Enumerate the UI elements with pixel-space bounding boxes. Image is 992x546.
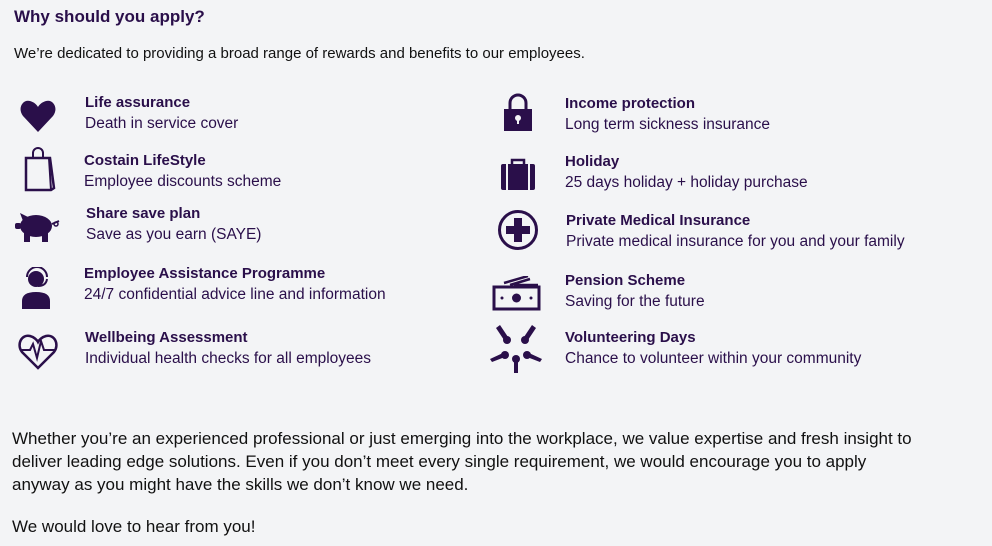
- encouragement-paragraph: Whether you’re an experienced professional or just emerging into the workplace, we value expertise and fresh insight to deliver leading edge solutions. Even if you don’t meet every single requirement, we would encourage you to apply anyway as you might have the skills we don’t know we need.: [12, 429, 912, 494]
- closing-text: We would love to hear from you!: [12, 517, 256, 536]
- benefit-subtitle: Employee discounts scheme: [84, 173, 282, 190]
- benefit-holiday: [496, 153, 956, 197]
- benefit-subtitle: Individual health checks for all employees: [85, 350, 372, 367]
- benefit-title: Holiday: [565, 153, 620, 170]
- padlock-icon: [496, 91, 540, 135]
- suitcase-icon: [496, 153, 540, 197]
- hands-circle-icon: [488, 323, 544, 375]
- benefit-title: Costain LifeStyle: [84, 152, 206, 169]
- benefit-pension-scheme: [496, 272, 956, 316]
- benefit-share-save-plan: [16, 205, 416, 249]
- benefit-title: Share save plan: [86, 205, 201, 222]
- medical-cross-icon: [496, 208, 540, 252]
- benefit-title: Pension Scheme: [565, 272, 686, 289]
- benefit-income-protection: [496, 95, 956, 139]
- benefit-subtitle: Death in service cover: [85, 115, 239, 132]
- banknotes-icon: [492, 272, 542, 316]
- benefit-life-assurance: [16, 94, 416, 138]
- piggy-bank-icon: [14, 205, 62, 249]
- benefit-subtitle: 24/7 confidential advice line and information: [84, 286, 386, 303]
- benefit-costain-lifestyle: [16, 152, 416, 196]
- benefit-subtitle: Private medical insurance for you and your family: [566, 233, 905, 250]
- section-heading: Why should you apply?: [14, 7, 205, 26]
- benefit-title: Employee Assistance Programme: [84, 265, 326, 282]
- benefit-subtitle: 25 days holiday + holiday purchase: [565, 174, 808, 191]
- benefit-title: Volunteering Days: [565, 329, 696, 346]
- benefit-wellbeing-assessment: [16, 329, 436, 373]
- benefit-title: Private Medical Insurance: [566, 212, 751, 229]
- benefit-employee-assistance: [16, 265, 436, 309]
- headset-person-icon: [16, 267, 60, 311]
- intro-text: We’re dedicated to providing a broad range of rewards and benefits to our employees.: [14, 45, 585, 62]
- benefit-subtitle: Save as you earn (SAYE): [86, 226, 262, 243]
- benefit-subtitle: Chance to volunteer within your community: [565, 350, 862, 367]
- shopping-bag-icon: [16, 146, 60, 194]
- heartbeat-icon: [16, 329, 60, 373]
- benefit-title: Life assurance: [85, 94, 191, 111]
- benefit-title: Wellbeing Assessment: [85, 329, 248, 346]
- heart-icon: [16, 94, 60, 138]
- benefit-private-medical: [496, 212, 966, 256]
- benefit-title: Income protection: [565, 95, 696, 112]
- benefit-subtitle: Saving for the future: [565, 293, 705, 310]
- benefit-subtitle: Long term sickness insurance: [565, 116, 771, 133]
- benefit-volunteering-days: [496, 329, 956, 373]
